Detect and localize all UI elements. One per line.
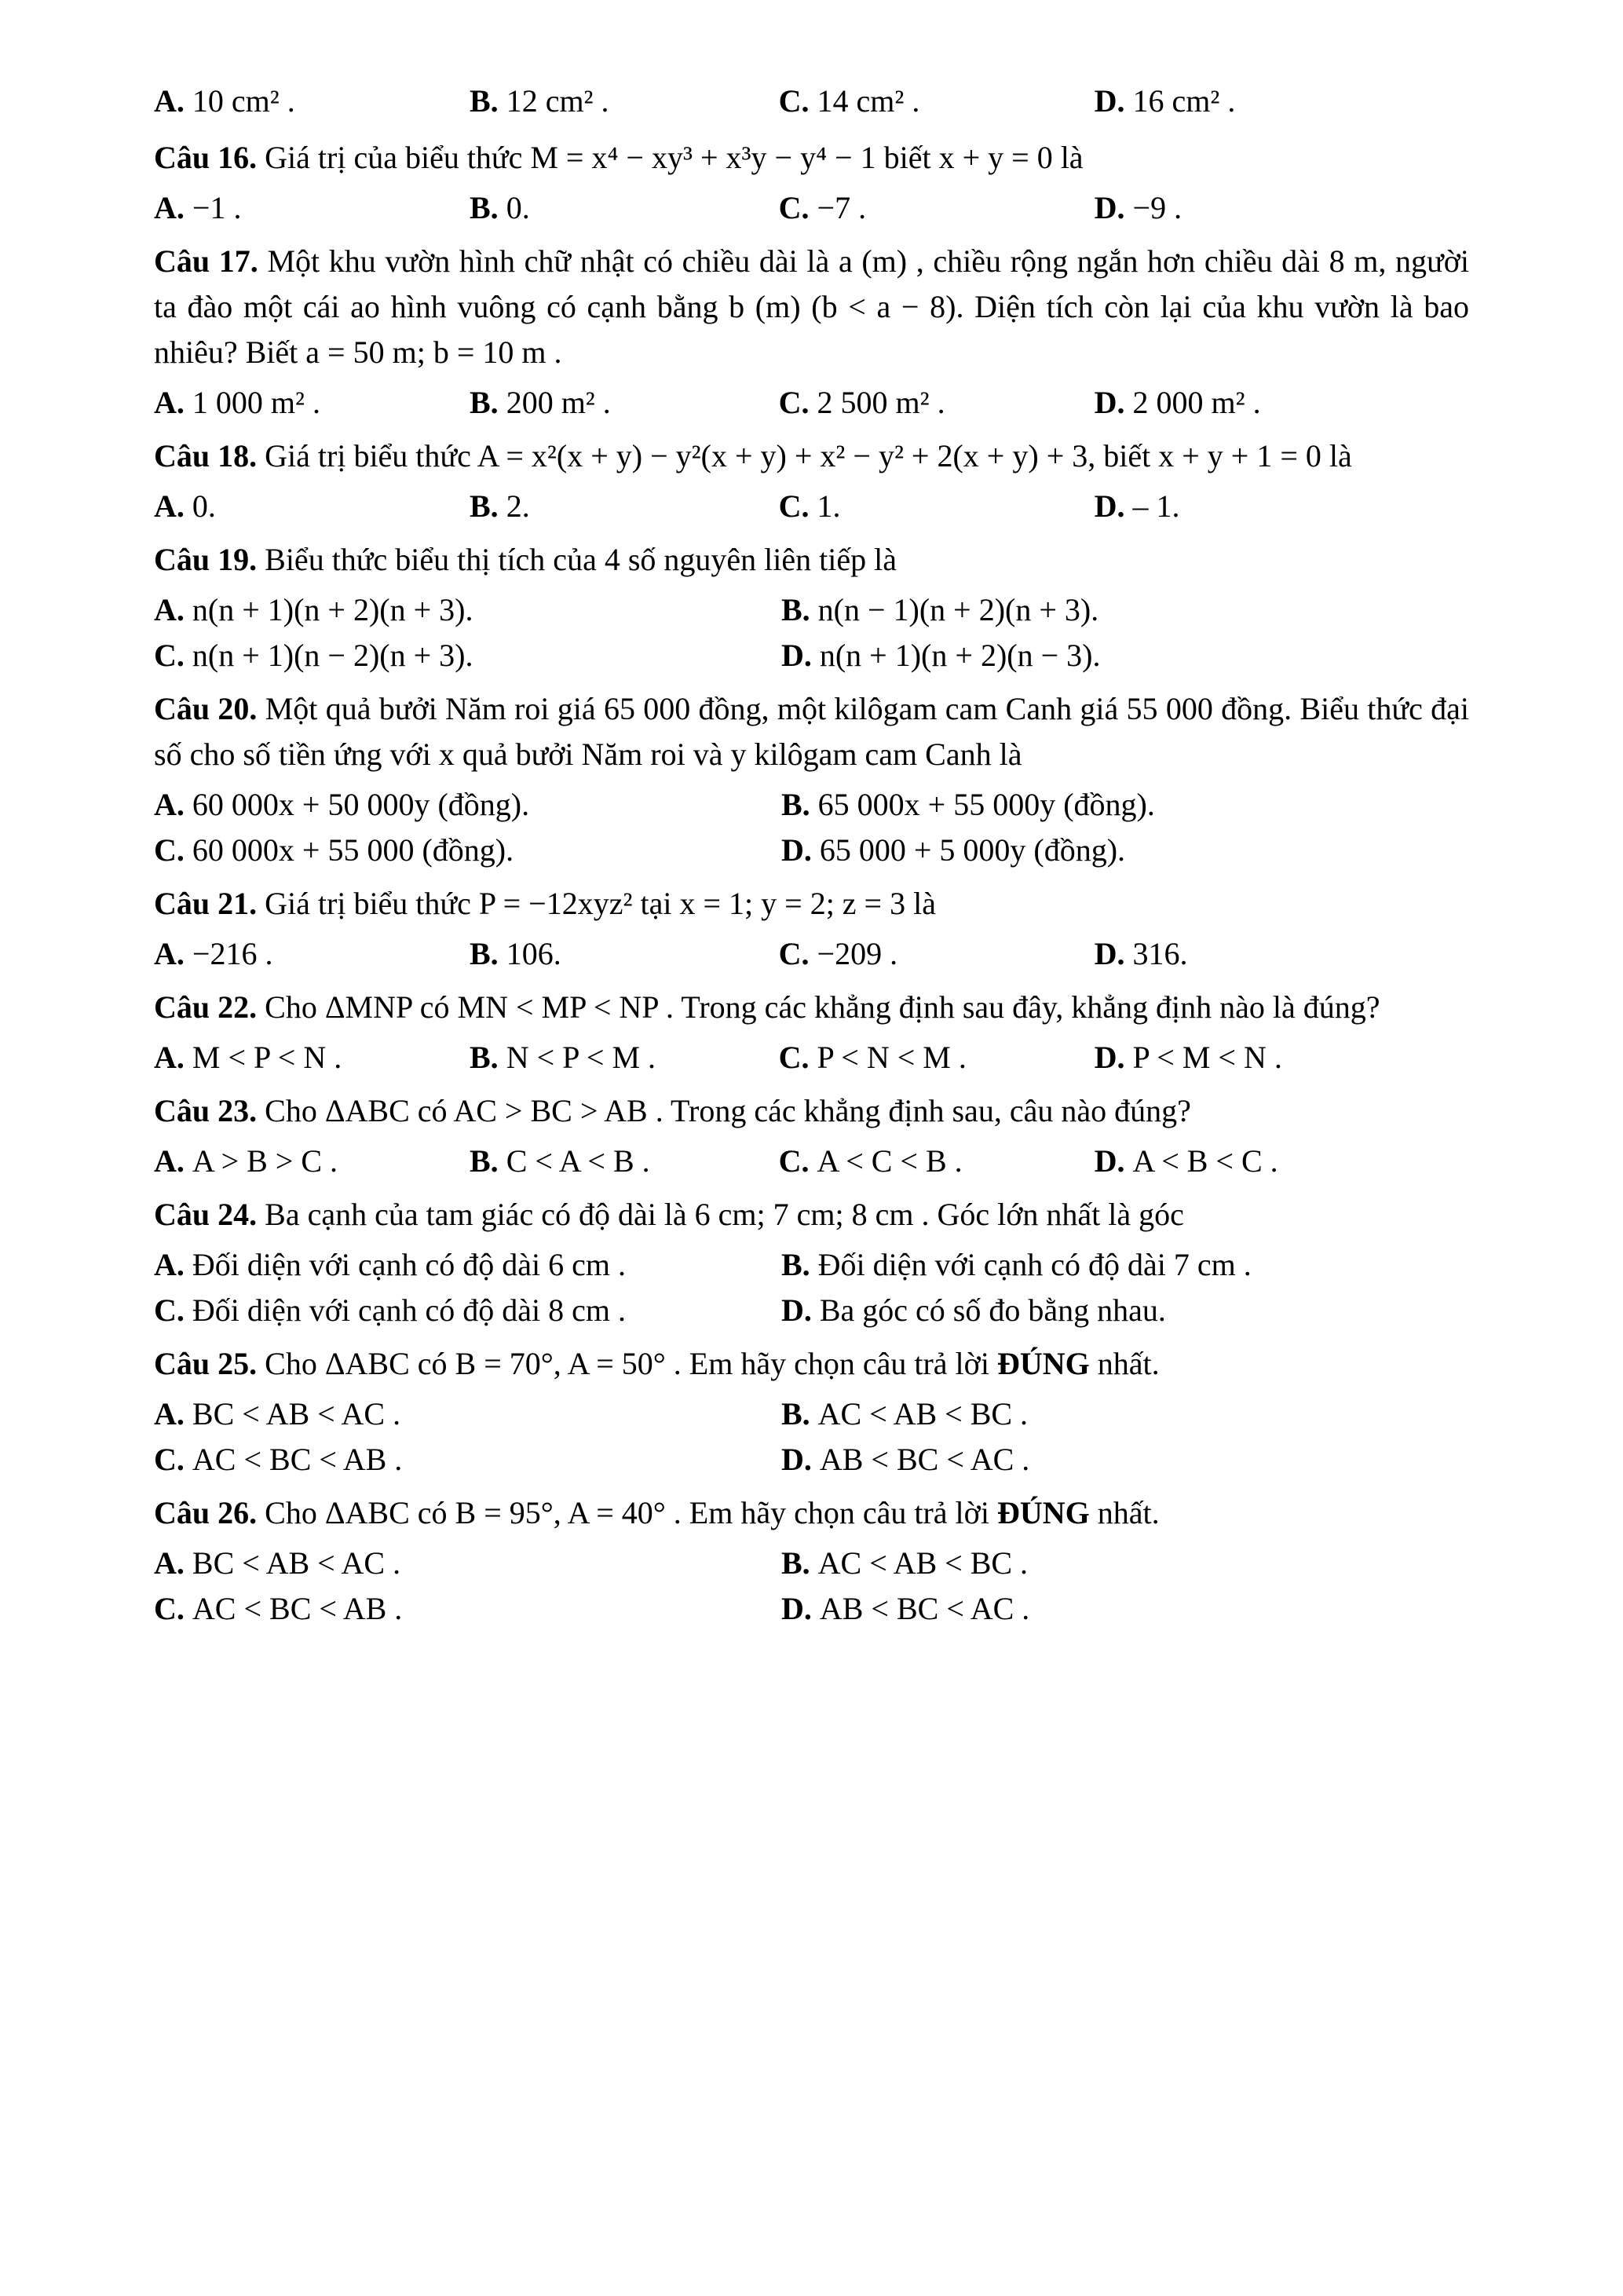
option-label: C. xyxy=(778,488,817,524)
option-label: C. xyxy=(154,638,192,673)
option-label: C. xyxy=(778,83,817,119)
question-label: Câu 16. xyxy=(154,140,265,175)
answer-option xyxy=(154,1586,781,1632)
option-text: 0. xyxy=(192,488,216,524)
option-label: A. xyxy=(154,190,192,225)
answer-option xyxy=(154,931,470,977)
option-text: 60 000x + 50 000y (đồng). xyxy=(192,787,530,822)
answer-option xyxy=(779,1035,1095,1080)
option-text: AB < BC < AC . xyxy=(819,1442,1030,1477)
option-text: −1 . xyxy=(192,190,242,225)
option-label: C. xyxy=(154,832,192,868)
answer-option xyxy=(154,79,470,124)
answer-option xyxy=(470,1139,779,1184)
option-text: Đối diện với cạnh có độ dài 8 cm . xyxy=(192,1292,627,1328)
option-label: A. xyxy=(154,83,192,119)
question-text xyxy=(154,135,1469,181)
option-label: C. xyxy=(778,190,817,225)
option-text: 60 000x + 55 000 (đồng). xyxy=(192,832,514,868)
answer-option xyxy=(779,484,1095,529)
answer-option xyxy=(470,79,779,124)
question-label: Câu 22. xyxy=(154,989,265,1025)
option-label: A. xyxy=(154,1143,192,1179)
answer-option xyxy=(1095,1035,1469,1080)
answer-option xyxy=(154,185,470,231)
question-label: Câu 21. xyxy=(154,886,265,921)
question-body-text: Biểu thức biểu thị tích của 4 số nguyên liên tiếp là xyxy=(265,542,897,577)
answer-option xyxy=(779,1139,1095,1184)
option-label: B. xyxy=(470,385,506,420)
question-text xyxy=(154,686,1469,777)
question-text xyxy=(154,1192,1469,1238)
question-text xyxy=(154,1088,1469,1134)
option-text: C < A < B . xyxy=(506,1143,650,1179)
options-row xyxy=(154,587,1469,678)
question-text xyxy=(154,1341,1469,1387)
option-text: −216 . xyxy=(192,936,273,971)
option-label: D. xyxy=(1094,83,1133,119)
option-label: B. xyxy=(470,190,506,225)
option-label: A. xyxy=(154,1396,192,1431)
option-label: A. xyxy=(154,1545,192,1581)
option-label: D. xyxy=(1094,1143,1133,1179)
question-block xyxy=(154,239,1469,426)
option-label: D. xyxy=(780,1442,820,1477)
question-text xyxy=(154,881,1469,927)
option-label: A. xyxy=(154,592,192,627)
option-label: B. xyxy=(780,787,818,822)
question-block xyxy=(154,1088,1469,1184)
answer-option xyxy=(154,1242,781,1288)
answer-option xyxy=(781,1288,1469,1333)
option-text: AC < AB < BC . xyxy=(817,1396,1029,1431)
options-row xyxy=(154,1541,1469,1632)
option-text: P < N < M . xyxy=(817,1040,967,1075)
question-block xyxy=(154,686,1469,873)
question-label: Câu 18. xyxy=(154,438,265,473)
question-body-text: Ba cạnh của tam giác có độ dài là 6 cm; 7 cm; 8 cm . Góc lớn nhất là góc xyxy=(265,1197,1184,1232)
option-label: D. xyxy=(780,1292,820,1328)
answer-option xyxy=(154,380,470,426)
answer-option xyxy=(781,828,1469,873)
option-text: 12 cm² . xyxy=(506,83,609,119)
option-text: −209 . xyxy=(817,936,898,971)
answer-option xyxy=(154,782,781,828)
options-row xyxy=(154,1242,1469,1333)
option-label: B. xyxy=(470,1143,506,1179)
option-label: D. xyxy=(780,638,820,673)
option-label: C. xyxy=(154,1292,192,1328)
option-text: 2. xyxy=(506,488,530,524)
question-label: Câu 23. xyxy=(154,1093,265,1128)
option-text: BC < AB < AC . xyxy=(192,1396,401,1431)
option-label: D. xyxy=(1094,936,1133,971)
answer-option xyxy=(470,1035,779,1080)
option-label: C. xyxy=(778,1040,817,1075)
answer-option xyxy=(154,587,781,633)
option-text: A > B > C . xyxy=(192,1143,338,1179)
option-label: B. xyxy=(780,592,818,627)
option-label: B. xyxy=(470,1040,506,1075)
question-text xyxy=(154,1490,1469,1536)
question-block xyxy=(154,1490,1469,1632)
answer-option xyxy=(1095,79,1469,124)
answer-option xyxy=(1095,380,1469,426)
option-text: 16 cm² . xyxy=(1132,83,1236,119)
option-text: −9 . xyxy=(1132,190,1183,225)
option-text: A < C < B . xyxy=(817,1143,963,1179)
answer-option xyxy=(470,484,779,529)
answer-option xyxy=(154,1541,781,1586)
question-body-text: Giá trị của biểu thức M = x⁴ − xy³ + x³y − y⁴ − 1 biết x + y = 0 là xyxy=(265,140,1084,175)
option-text: 65 000x + 55 000y (đồng). xyxy=(817,787,1155,822)
question-block xyxy=(154,433,1469,529)
option-label: D. xyxy=(1094,1040,1133,1075)
question-body-text: Một khu vườn hình chữ nhật có chiều dài là a (m) , chiều rộng ngắn hơn chiều dài 8 m, người ta đào một cái ao hình vuông có cạnh bằng b (m) (b < a − 8). Diện tích còn lại của khu vườn là bao nhiêu? Biết a = 50 m; b = 10 m . xyxy=(154,243,1469,370)
option-text: 2 000 m² . xyxy=(1132,385,1261,420)
option-label: B. xyxy=(780,1396,818,1431)
option-text: – 1. xyxy=(1132,488,1180,524)
answer-option xyxy=(781,1541,1469,1586)
option-label: A. xyxy=(154,385,192,420)
answer-option xyxy=(781,587,1469,633)
answer-option xyxy=(781,633,1469,678)
question-block xyxy=(154,1341,1469,1483)
option-label: A. xyxy=(154,488,192,524)
question-label: Câu 17. xyxy=(154,243,268,279)
option-text: A < B < C . xyxy=(1132,1143,1278,1179)
option-label: D. xyxy=(1094,488,1133,524)
option-text: 2 500 m² . xyxy=(817,385,945,420)
option-text: N < P < M . xyxy=(506,1040,656,1075)
option-label: A. xyxy=(154,1247,192,1282)
option-text: 0. xyxy=(506,190,530,225)
question-label: Câu 25. xyxy=(154,1346,265,1381)
option-label: D. xyxy=(780,1591,820,1626)
options-row xyxy=(154,782,1469,873)
option-label: A. xyxy=(154,1040,192,1075)
option-label: C. xyxy=(154,1442,192,1477)
answer-option xyxy=(470,185,779,231)
option-text: BC < AB < AC . xyxy=(192,1545,401,1581)
option-label: A. xyxy=(154,787,192,822)
option-text: 106. xyxy=(506,936,561,971)
question-body-text: Cho ΔMNP có MN < MP < NP . Trong các khẳng định sau đây, khẳng định nào là đúng? xyxy=(265,989,1380,1025)
options-row xyxy=(154,1035,1469,1080)
answer-option xyxy=(781,1586,1469,1632)
answer-option xyxy=(1095,931,1469,977)
answer-option xyxy=(470,931,779,977)
option-text: Đối diện với cạnh có độ dài 7 cm . xyxy=(817,1247,1252,1282)
option-text: −7 . xyxy=(817,190,867,225)
answer-option xyxy=(781,1242,1469,1288)
option-text: AC < BC < AB . xyxy=(192,1442,403,1477)
question-block xyxy=(154,881,1469,977)
answer-option xyxy=(154,1035,470,1080)
option-label: B. xyxy=(470,936,506,971)
option-text: 1 000 m² . xyxy=(192,385,320,420)
answer-option xyxy=(1095,185,1469,231)
question-list xyxy=(154,79,1469,1632)
option-text: n(n − 1)(n + 2)(n + 3). xyxy=(817,592,1099,627)
option-text: n(n + 1)(n + 2)(n − 3). xyxy=(819,638,1101,673)
question-body-text: Một quả bưởi Năm roi giá 65 000 đồng, một kilôgam cam Canh giá 55 000 đồng. Biểu thức đại số cho số tiền ứng với x quả bưởi Năm roi và y kilôgam cam Canh là xyxy=(154,691,1469,772)
option-label: B. xyxy=(780,1247,818,1282)
option-text: 200 m² . xyxy=(506,385,611,420)
option-text: 10 cm² . xyxy=(192,83,295,119)
answer-option xyxy=(779,931,1095,977)
answer-option xyxy=(781,1391,1469,1437)
answer-option xyxy=(154,484,470,529)
option-label: C. xyxy=(154,1591,192,1626)
answer-option xyxy=(470,380,779,426)
question-block xyxy=(154,135,1469,231)
answer-option xyxy=(1095,1139,1469,1184)
options-row xyxy=(154,185,1469,231)
answer-option xyxy=(154,1288,781,1333)
question-text xyxy=(154,985,1469,1030)
option-text: n(n + 1)(n − 2)(n + 3). xyxy=(192,638,473,673)
question-block xyxy=(154,537,1469,678)
question-body-text: Cho ΔABC có B = 95°, A = 40° . Em hãy chọn câu trả lời ĐÚNG nhất. xyxy=(265,1495,1160,1530)
answer-option xyxy=(781,782,1469,828)
options-row xyxy=(154,1139,1469,1184)
question-label: Câu 26. xyxy=(154,1495,265,1530)
answer-option xyxy=(781,1437,1469,1483)
options-row xyxy=(154,79,1469,124)
option-text: Đối diện với cạnh có độ dài 6 cm . xyxy=(192,1247,627,1282)
option-label: B. xyxy=(470,488,506,524)
options-row xyxy=(154,931,1469,977)
option-text: P < M < N . xyxy=(1132,1040,1282,1075)
answer-option xyxy=(779,79,1095,124)
question-text xyxy=(154,537,1469,583)
option-text: 65 000 + 5 000y (đồng). xyxy=(819,832,1126,868)
question-label: Câu 24. xyxy=(154,1197,265,1232)
question-body-text: Giá trị biểu thức A = x²(x + y) − y²(x + y) + x² − y² + 2(x + y) + 3, biết x + y + 1 = 0 là xyxy=(265,438,1352,473)
option-label: C. xyxy=(778,1143,817,1179)
answer-option xyxy=(779,380,1095,426)
option-label: B. xyxy=(780,1545,818,1581)
option-text: n(n + 1)(n + 2)(n + 3). xyxy=(192,592,473,627)
answer-option xyxy=(1095,484,1469,529)
question-block xyxy=(154,985,1469,1080)
option-text: AC < BC < AB . xyxy=(192,1591,403,1626)
options-row xyxy=(154,484,1469,529)
question-body-text: Giá trị biểu thức P = −12xyz² tại x = 1; y = 2; z = 3 là xyxy=(265,886,936,921)
question-label: Câu 20. xyxy=(154,691,265,726)
options-row xyxy=(154,1391,1469,1483)
answer-option xyxy=(154,1391,781,1437)
option-text: Ba góc có số đo bằng nhau. xyxy=(819,1292,1166,1328)
option-label: A. xyxy=(154,936,192,971)
option-text: AC < AB < BC . xyxy=(817,1545,1029,1581)
option-text: AB < BC < AC . xyxy=(819,1591,1030,1626)
answer-option xyxy=(154,633,781,678)
option-text: M < P < N . xyxy=(192,1040,342,1075)
question-text xyxy=(154,239,1469,375)
options-row xyxy=(154,380,1469,426)
question-text xyxy=(154,433,1469,479)
option-label: C. xyxy=(778,936,817,971)
option-label: C. xyxy=(778,385,817,420)
option-label: D. xyxy=(780,832,820,868)
option-text: 316. xyxy=(1132,936,1188,971)
question-body-text: Cho ΔABC có AC > BC > AB . Trong các khẳng định sau, câu nào đúng? xyxy=(265,1093,1191,1128)
question-body-text: Cho ΔABC có B = 70°, A = 50° . Em hãy chọn câu trả lời ĐÚNG nhất. xyxy=(265,1346,1160,1381)
option-text: 14 cm² . xyxy=(817,83,920,119)
answer-option xyxy=(154,1437,781,1483)
option-label: B. xyxy=(470,83,506,119)
option-label: D. xyxy=(1094,385,1133,420)
answer-option xyxy=(154,1139,470,1184)
answer-option xyxy=(154,828,781,873)
option-text: 1. xyxy=(817,488,841,524)
answer-option xyxy=(779,185,1095,231)
question-label: Câu 19. xyxy=(154,542,265,577)
option-label: D. xyxy=(1094,190,1133,225)
question-block xyxy=(154,1192,1469,1333)
